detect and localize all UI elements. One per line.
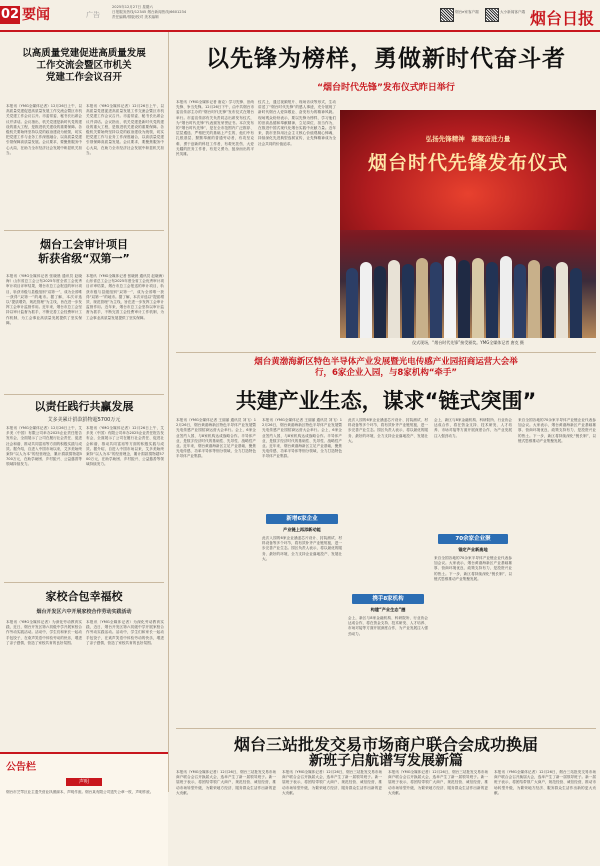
- bulletin-board: [0, 752, 168, 866]
- person-figure: [570, 268, 582, 338]
- story2-kicker: [176, 357, 596, 379]
- bottom-subheadline: 新班子启航谱写发展新篇: [309, 753, 463, 769]
- story2-headline: 共建产业生态，谋求“链式突围”: [235, 389, 537, 413]
- story2-body-col4: 会上，新区与8家金融机构、科研院所、行业协会达成合作，将在资金支持、技术研发、人才培养、市场对接等方面开展深度合作，为产业发展注入强劲动力。: [434, 418, 512, 438]
- ceremony-photo: [340, 110, 596, 338]
- story2-body: 本报讯（YMG全媒体记者 张晓晨 通讯员 赵晓海）山东省总工会公布2025年度全省工会优秀审计项目评审结果，烟台市总工会报送的审计项目，斩获市级与县级组别“双第一”，成为全省唯一获得“双第一”的地市。据了解，本次评选以“提质增效、规范管理”为主线，旨在进一步发挥工会审计监督作用。近年来，烟台市总工会坚持以审计监督为抓手，不断完善工会经费审计工作机制，为工会事业高质量发展提供了坚实保障。: [6, 274, 82, 325]
- photo-slogan: 弘扬先锋精神 凝聚奋进力量: [425, 135, 511, 143]
- story2-title-line: 烟台工会审计项目: [40, 238, 128, 251]
- subhead-b: 携手8家机构: [352, 594, 424, 604]
- person-figure: [416, 258, 428, 338]
- story4-title: 家校合包幸福校: [45, 590, 123, 603]
- divider: [176, 352, 596, 353]
- story4-body: 本报讯（YMG全媒体记者）为深化劳动教育实践，近日，烟台开发区第六初级中学开展家校合作劳动实践活动。活动中，学生们和家长一起动手包饺子，在欢声笑语中体验劳动的快乐，增进了亲子感情，营造了家校共育的良好氛围。: [6, 620, 82, 645]
- divider: [4, 230, 164, 231]
- kicker-line: 烟台黄渤海新区特色半导体产业发展暨光电传感产业园招商运营大会举: [254, 357, 518, 367]
- story2-body-col3: 此次入园的6家企业涵盖芯片设计、封装测试、材料设备等多个环节，将有效补齐产业链短板，进一步完善产业生态。园区负责人表示，将以最优的服务、最好的环境，全力支持企业落地投产、发展壮大。: [348, 418, 428, 443]
- photo-caption: 仪式现场，“烟台时代先锋”接受颁奖。YMG全媒体记者 唐克 摄: [412, 340, 524, 345]
- story2-title-line: 斩获省级“双第一”: [38, 252, 130, 265]
- story2-body-col2: 本报讯（YMG全媒体记者 张晓晨 通讯员 赵晓海）山东省总工会公布2025年度全省工会优秀审计项目评审结果，烟台市总工会报送的审计项目，斩获市级与县级组别“双第一”，成为全省唯一获得“双第一”的地市。据了解，本次评选以“提质增效、规范管理”为主线，旨在进一步发挥工会审计监督作用。近年来，烟台市总工会坚持以审计监督为抓手，不断完善工会经费审计工作机制，为工会事业高质量发展提供了坚实保障。: [86, 274, 164, 320]
- main-body-col2: 仪式上，通过视频短片、现场访谈等形式，生动讲述了“烟台时代先锋”的感人事迹，充分展现了新时代烟台人爱岗敬业、奋发有为的精神风貌。现场观众纷纷表示，要以先锋为榜样，学习他们的崇高品德和奉献精神，立足岗位、担当作为，在推进中国式现代化烟台实践中贡献力量。近年来，我市坚持用社会主义核心价值观凝心铸魂，持续深化先进典型选树宣传，让先锋精神成为全社会共同的价值追求。: [258, 100, 336, 146]
- story1-body-col2: 本报讯（YMG全媒体记者）12月26日上午，以高质量党建促进高质量发展工作交流会暨区市机关党建工作会议召开。市委常委、秘书长出席会议并讲话。会议指出，机关党建是新时代党的建设的重大工程，是推进机关建设的重要保障。各级机关要始终坚持以党的政治建设为统领，切实把党建工作与业务工作深度融合，以高质量党建引领保障高质量发展。会议要求，要聚焦服务中心大局，在助力全市经济社会发展中彰显机关担当。: [86, 104, 164, 155]
- main-body-col1: 本报讯（YMG全媒体记者 唐克）学习先锋、崇尚先锋、争当先锋。12月26日下午，由中共烟台市委宣传部主办的“烟台时代先锋”发布仪式在烟台举行。市委宣传部有关负责同志出席发布仪式，为“烟台时代先锋”代表颁发荣誉证书。本次发布的“烟台时代先锋”，是在全市范围内广泛推荐、层层遴选、严格把关的基础上产生的，他们中有扎根基层、默默奉献的普通劳动者，有攻坚克难、勇于创新的科技工作者，有救死扶伤、大爱无疆的医务工作者，有见义勇为、挺身而出的平民英雄。: [176, 100, 254, 157]
- story2-body-col2b: 此次入园的6家企业涵盖芯片设计、封装测试、材料设备等多个环节，将有效补齐产业链短板，进一步完善产业生态。园区负责人表示，将以最优的服务、最好的环境，全力支持企业落地投产、发展壮大。: [262, 536, 342, 561]
- bulletin-body: 烟台市芝罘区业主遗失营业执照副本，声明作废。烟台某有限公司遗失公章一枚，声明作废。: [6, 790, 154, 794]
- story2-body-col2: 本报讯（YMG全媒体记者 王丽丽 通讯员 刘飞）12月26日，烟台黄渤海新区特色半导体产业发展暨光电传感产业园招商运营大会举行。会上，6家企业签约入园，与8家机构达成战略合作。半导体产业，是数字经济时代的基础性、先导性、战略性产业。近年来，烟台黄渤海新区立足产业基础，聚焦光电传感、功率半导体等细分领域，全力打造特色半导体产业集群。: [262, 418, 342, 459]
- person-figure: [556, 262, 568, 338]
- bulletin-title: 公告栏: [6, 762, 36, 773]
- story3-body: 本报讯（YMG全媒体记者）12月26日上午，艾多美（中国）有限公司举办2025企业责任报告发布会，全面展示了公司在履行社会责任、促进社会和谐、推动共同富裕等方面的积极实践与成效。据介绍，自进入中国市场以来，艾多美始终秉持“以人为本”的经营理念，累计捐款捐物超5700万元，在助学助困、乡村振兴、公益慈善等领域持续发力。: [6, 426, 82, 467]
- person-figure: [542, 266, 554, 338]
- person-figure: [360, 262, 372, 338]
- section-name: 要闻: [22, 7, 50, 23]
- page-header: [0, 0, 600, 32]
- story3-title: 以责任践行共赢发展: [34, 400, 134, 413]
- left-column: [0, 32, 169, 792]
- story1-title-line: 党建工作会议召开: [45, 72, 122, 83]
- story2-body-col1: 本报讯（YMG全媒体记者 王丽丽 通讯员 刘飞）12月26日，烟台黄渤海新区特色半导体产业发展暨光电传感产业园招商运营大会举行。会上，6家企业签约入园，与8家机构达成战略合作。半导体产业，是数字经济时代的基础性、先导性、战略性产业。近年来，烟台黄渤海新区立足产业基础，聚焦光电传感、功率半导体等细分领域，全力打造特色半导体产业集群。: [176, 418, 256, 459]
- divider: [176, 728, 596, 729]
- date-line: 2025年12月27日 星期六: [112, 5, 153, 9]
- divider: [4, 394, 164, 395]
- person-figure: [444, 256, 456, 338]
- person-figure: [374, 266, 386, 338]
- person-figure: [388, 260, 400, 338]
- bottom-body-col2: 本报讯（YMG全媒体记者）12月26日，烟台三站批发交易市场商户联合会召开换届大会，选举产生了新一届领导班子。新一届班子表示，将团结带领广大商户，规范经营、诚信经营，推动市场转型升级，为繁荣地方经济、服务群众生活作出新的更大贡献。: [282, 770, 382, 795]
- person-figure: [486, 262, 498, 338]
- story1-title: [2, 48, 166, 84]
- person-figure: [402, 264, 414, 338]
- person-figure: [528, 260, 540, 338]
- subhead-a-line: 产业链上再添新动能: [283, 527, 321, 532]
- header-info: [112, 5, 242, 20]
- story1-body: 本报讯（YMG全媒体记者）12月26日上午，以高质量党建促进高质量发展工作交流会暨区市机关党建工作会议召开。市委常委、秘书长出席会议并讲话。会议指出，机关党建是新时代党的建设的重大工程，是推进机关建设的重要保障。各级机关要始终坚持以党的政治建设为统领，切实把党建工作与业务工作深度融合，以高质量党建引领保障高质量发展。会议要求，要聚焦服务中心大局，在助力全市经济社会发展中彰显机关担当。: [6, 104, 82, 155]
- person-figure: [458, 260, 470, 338]
- person-figure: [514, 264, 526, 338]
- bottom-headline: 烟台三站批发交易市场商户联合会成功换届: [233, 735, 538, 754]
- kicker-line: 行，6家企业入园，与8家机构“牵手”: [314, 368, 457, 378]
- hotline-line: 日报服务热线/12345 烟台新闻热线/6601234: [112, 10, 187, 14]
- photo-title: 烟台时代先锋发布仪式: [367, 152, 568, 174]
- subhead-c: 70余家企业聚: [438, 534, 508, 544]
- qr-code-icon[interactable]: [440, 8, 454, 22]
- story1-title-line: 以高质量党建促进高质量发展: [22, 48, 146, 59]
- person-figure: [500, 256, 512, 338]
- bottom-body-col3: 本报讯（YMG全媒体记者）12月26日，烟台三站批发交易市场商户联合会召开换届大会，选举产生了新一届领导班子。新一届班子表示，将团结带领广大商户，规范经营、诚信经营，推动市场转型升级，为繁荣地方经济、服务群众生活作出新的更大贡献。: [388, 770, 488, 795]
- person-figure: [472, 258, 484, 338]
- story4-body-col2: 本报讯（YMG全媒体记者）为深化劳动教育实践，近日，烟台开发区第六初级中学开展家校合作劳动实践活动。活动中，学生们和家长一起动手包饺子，在欢声笑语中体验劳动的快乐，增进了亲子感情，营造了家校共育的良好氛围。: [86, 620, 164, 645]
- story3-body-col2: 本报讯（YMG全媒体记者）12月26日上午，艾多美（中国）有限公司举办2025企业责任报告发布会，全面展示了公司在履行社会责任、促进社会和谐、推动共同富裕等方面的积极实践与成效。据介绍，自进入中国市场以来，艾多美始终秉持“以人为本”的经营理念，累计捐款捐物超5700万元，在助学助困、乡村振兴、公益慈善等领域持续发力。: [86, 426, 164, 467]
- qr-label-2: 大小新闻客户端: [500, 10, 526, 14]
- qr-code-icon[interactable]: [485, 8, 499, 22]
- story4-subtitle: 烟台开发区六中开展家校合作劳动实践活动: [36, 609, 132, 615]
- subhead-b-line: 构建“产业生态”圈: [370, 607, 406, 612]
- page-number: 02: [0, 7, 20, 22]
- bottom-body-col4: 本报讯（YMG全媒体记者）12月26日，烟台三站批发交易市场商户联合会召开换届大会，选举产生了新一届领导班子。新一届班子表示，将团结带领广大商户，规范经营、诚信经营，推动市场转型升级，为繁荣地方经济、服务群众生活作出新的更大贡献。: [494, 770, 596, 795]
- story2-body-col5: 来自全国各地的70余家半导体产业链企业代表参加会议。大家表示，烟台黄渤海新区产业基础雄厚、营商环境优良、政策支持有力，是投资兴业的热土。下一步，新区将持续深化“链长制”，以链式思维推动产业集聚发展。: [518, 418, 596, 443]
- subhead-c-line: 锚定产业新高地: [458, 547, 488, 552]
- main-headline: 以先锋为榜样，勇做新时代奋斗者: [206, 46, 566, 72]
- story1-title-line: 工作交流会暨区市机关: [36, 60, 132, 71]
- subhead-a: 新增6家企业: [266, 514, 338, 524]
- qr-label-1: 烟台e家客户端: [455, 10, 479, 14]
- story3-subtitle: 艾多美累计捐款捐物超5700万元: [47, 417, 121, 423]
- paper-logo: 烟台日报: [530, 9, 595, 28]
- bulletin-tag: 声明: [66, 778, 102, 786]
- bottom-body-col1: 本报讯（YMG全媒体记者）12月26日，烟台三站批发交易市场商户联合会召开换届大会，选举产生了新一届领导班子。新一届班子表示，将团结带领广大商户，规范经营、诚信经营，推动市场转型升级，为繁荣地方经济、服务群众生活作出新的更大贡献。: [176, 770, 276, 795]
- story2-body-col4b: 来自全国各地的70余家半导体产业链企业代表参加会议。大家表示，烟台黄渤海新区产业基础雄厚、营商环境优良、政策支持有力，是投资兴业的热土。下一步，新区将持续深化“链长制”，以链式思维推动产业集聚发展。: [434, 556, 512, 581]
- editor-line: 责任编辑/排版/校对 美术编辑: [112, 15, 159, 19]
- person-figure: [346, 268, 358, 338]
- divider: [4, 582, 164, 583]
- person-figure: [430, 262, 442, 338]
- people-group: [344, 222, 592, 338]
- story2-body-col3b: 会上，新区与8家金融机构、科研院所、行业协会达成合作，将在资金支持、技术研发、人才培养、市场对接等方面开展深度合作，为产业发展注入强劲动力。: [348, 616, 428, 636]
- main-subheadline: “烟台时代先锋”发布仪式昨日举行: [317, 83, 455, 93]
- story2-title: [2, 238, 166, 266]
- ad-label: 广告: [86, 11, 100, 19]
